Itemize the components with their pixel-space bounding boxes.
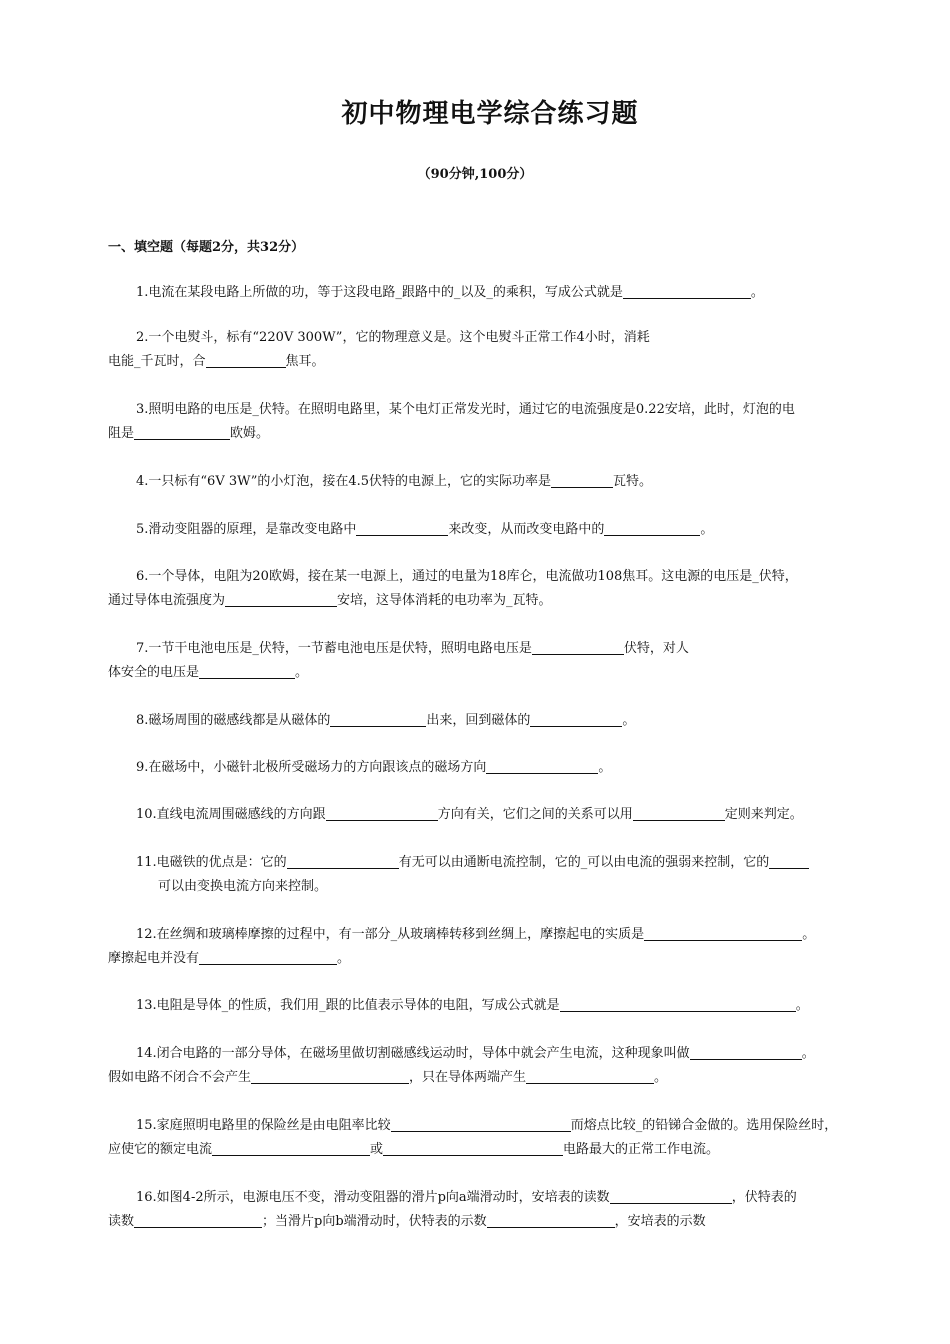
question-5: 5.滑动变阻器的原理，是靠改变电路中 来改变，从而改变电路中的 。 [136,522,714,537]
answer-blank[interactable] [225,591,337,607]
answer-blank[interactable] [690,1044,802,1060]
answer-blank[interactable] [356,520,448,536]
answer-blank[interactable] [532,639,624,655]
question-14: 14.闭合电路的一部分导体，在磁场里做切割磁感线运动时，导体中就会产生电流，这种现象叫做 。 假如电路不闭合不会产生 ，只在导体两端产生 。 [108,1046,815,1085]
question-15: 15.家庭照明电路里的保险丝是由电阻率比较 而熔点比较_的铅锑合金做的。选用保险丝时， 应使它的额定电流 或 电路最大的正常工作电流。 [108,1118,838,1157]
answer-blank[interactable] [526,1068,654,1084]
answer-blank[interactable] [199,663,295,679]
question-8: 8.磁场周围的磁感线都是从磁体的 出来，回到磁体的 。 [136,713,636,728]
answer-blank[interactable] [287,853,399,869]
question-2: 2.一个电熨斗，标有“220V 300W”，它的物理意义是。这个电熨斗正常工作4小时，消耗 电能_千瓦时，合 焦耳。 [108,330,650,369]
answer-blank[interactable] [551,472,613,488]
section-heading: 一、填空题（每题2分，共32分） [108,240,305,255]
answer-blank[interactable] [633,805,725,821]
answer-blank[interactable] [330,711,426,727]
question-4: 4.一只标有“6V 3W”的小灯泡，接在4.5伏特的电源上，它的实际功率是 瓦特。 [136,474,653,489]
question-6: 6.一个导体，电阻为20欧姆，接在某一电源上，通过的电量为18库仑，电流做功108焦耳。这电源的电压是_伏特， 通过导体电流强度为 安培，这导体消耗的电功率为_瓦特。 [108,569,798,608]
answer-blank[interactable] [391,1116,571,1132]
answer-blank[interactable] [251,1068,409,1084]
answer-blank[interactable] [623,283,751,299]
answer-blank[interactable] [604,520,700,536]
answer-blank[interactable] [644,925,802,941]
answer-blank[interactable] [383,1140,563,1156]
question-16: 16.如图4-2所示，电源电压不变，滑动变阻器的滑片p向a端滑动时，安培表的读数 ，伏特表的 读数 ；当滑片p向b端滑动时，伏特表的示数 ，安培表的示数 [108,1190,797,1229]
answer-blank[interactable] [486,758,598,774]
answer-blank[interactable] [326,805,438,821]
question-7: 7.一节干电池电压是_伏特，一节蓄电池电压是伏特，照明电路电压是 伏特，对人 体安全的电压是 。 [108,641,689,680]
answer-blank[interactable] [206,352,286,368]
answer-blank[interactable] [610,1188,732,1204]
answer-blank[interactable] [487,1212,615,1228]
answer-blank[interactable] [560,996,796,1012]
question-10: 10.直线电流周围磁感线的方向跟 方向有关，它们之间的关系可以用 定则来判定。 [136,807,803,822]
question-9: 9.在磁场中，小磁针北极所受磁场力的方向跟该点的磁场方向 。 [136,760,612,775]
page-subtitle: （90分钟,100分） [417,167,533,182]
question-11: 11.电磁铁的优点是：它的 有无可以由通断电流控制，它的_可以由电流的强弱来控制，它的 可以由变换电流方向来控制。 [108,851,873,899]
answer-blank[interactable] [134,424,230,440]
question-3: 3.照明电路的电压是_伏特。在照明电路里，某个电灯正常发光时，通过它的电流强度是0.22安培，此时，灯泡的电 阻是 欧姆。 [108,402,795,441]
answer-blank[interactable] [212,1140,370,1156]
answer-blank[interactable] [199,949,337,965]
answer-blank[interactable] [134,1212,262,1228]
page-title: 初中物理电学综合练习题 [341,99,639,129]
question-12: 12.在丝绸和玻璃棒摩擦的过程中，有一部分_从玻璃棒转移到丝绸上，摩擦起电的实质是 。 摩擦起电并没有 。 [108,927,816,966]
question-13: 13.电阻是导体_的性质，我们用_跟的比值表示导体的电阻，写成公式就是 。 [136,998,809,1013]
question-1: 1.电流在某段电路上所做的功，等于这段电路_跟路中的_以及_的乘积，写成公式就是 。 [136,285,764,300]
answer-blank[interactable] [769,853,809,869]
answer-blank[interactable] [530,711,622,727]
